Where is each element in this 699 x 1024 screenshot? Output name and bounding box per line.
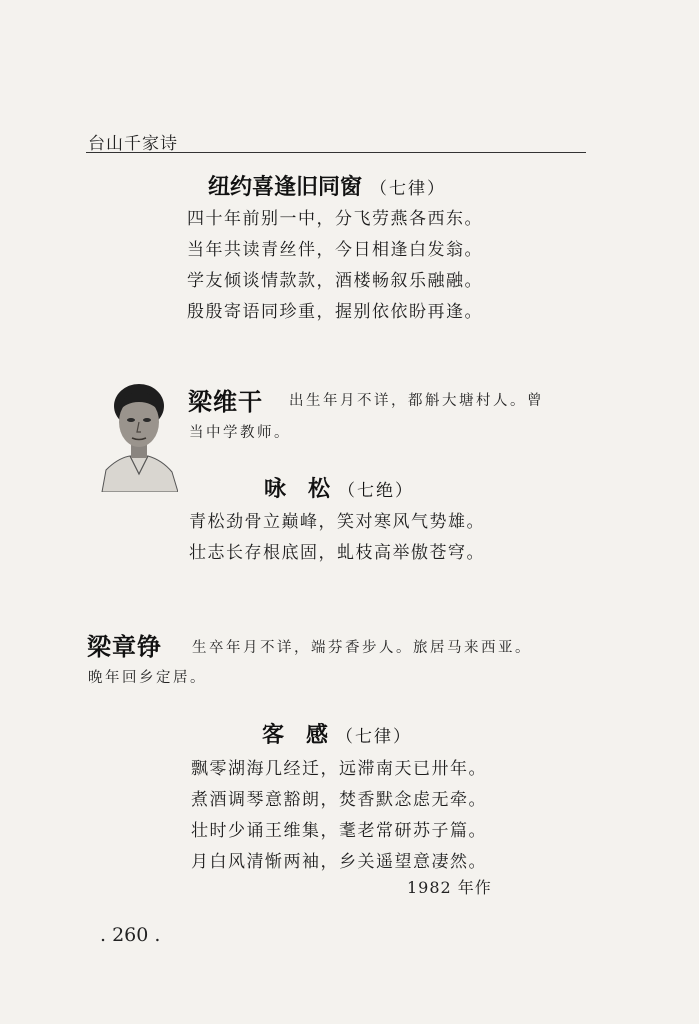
author-bio: 生卒年月不详，端芬香步人。旅居马来西亚。: [192, 640, 532, 656]
poem-body: [191, 754, 487, 878]
poem-line: 煮酒调琴意豁朗，焚香默念虑无牵。: [191, 790, 487, 810]
poem-form: （七律）: [370, 179, 447, 199]
poem-title-text: 客 感: [262, 723, 329, 748]
author-portrait: [100, 380, 178, 492]
page-number: . 260 .: [100, 924, 161, 946]
poem-form: （七律）: [336, 727, 413, 747]
author-name: 梁章铮: [87, 633, 162, 661]
portrait-photo: [100, 380, 178, 492]
author-bio: 出生年月不详，都斛大塘村人。曾: [289, 393, 544, 409]
poem-form: （七绝）: [338, 481, 415, 501]
poem-line: 四十年前别一中，分飞劳燕各西东。: [187, 209, 483, 229]
author-name: 梁维干: [188, 388, 263, 416]
composition-year: 1982 年作: [407, 878, 492, 897]
poem-line: 月白风清惭两袖，乡关遥望意凄然。: [191, 852, 487, 872]
author-bio: 当中学教师。: [189, 425, 291, 441]
author-bio: 晚年回乡定居。: [88, 670, 207, 686]
poem-body: [189, 507, 485, 569]
poem-title: [264, 472, 414, 503]
book-title: 台山千家诗: [88, 134, 178, 154]
poem-line: 学友倾谈情款款，酒楼畅叙乐融融。: [187, 271, 483, 291]
poem-title-text: 纽约喜逢旧同窗: [208, 175, 363, 200]
poem-line: 壮时少诵王维集，耄老常研苏子篇。: [191, 821, 487, 841]
poem-title: [208, 170, 446, 201]
poem-line: 殷殷寄语同珍重，握别依依盼再逢。: [187, 302, 483, 322]
poem-title-text: 咏 松: [264, 477, 331, 502]
poem-line: 当年共读青丝伴，今日相逢白发翁。: [187, 240, 483, 260]
poem-line: 壮志长存根底固，虬枝高举傲苍穹。: [189, 543, 485, 563]
poem-title: [262, 718, 412, 749]
header-rule: [86, 152, 586, 153]
poem-body: [187, 204, 483, 328]
poem-line: 飘零湖海几经迁，远滞南天已卅年。: [191, 759, 487, 779]
poem-line: 青松劲骨立巅峰，笑对寒风气势雄。: [189, 512, 485, 532]
